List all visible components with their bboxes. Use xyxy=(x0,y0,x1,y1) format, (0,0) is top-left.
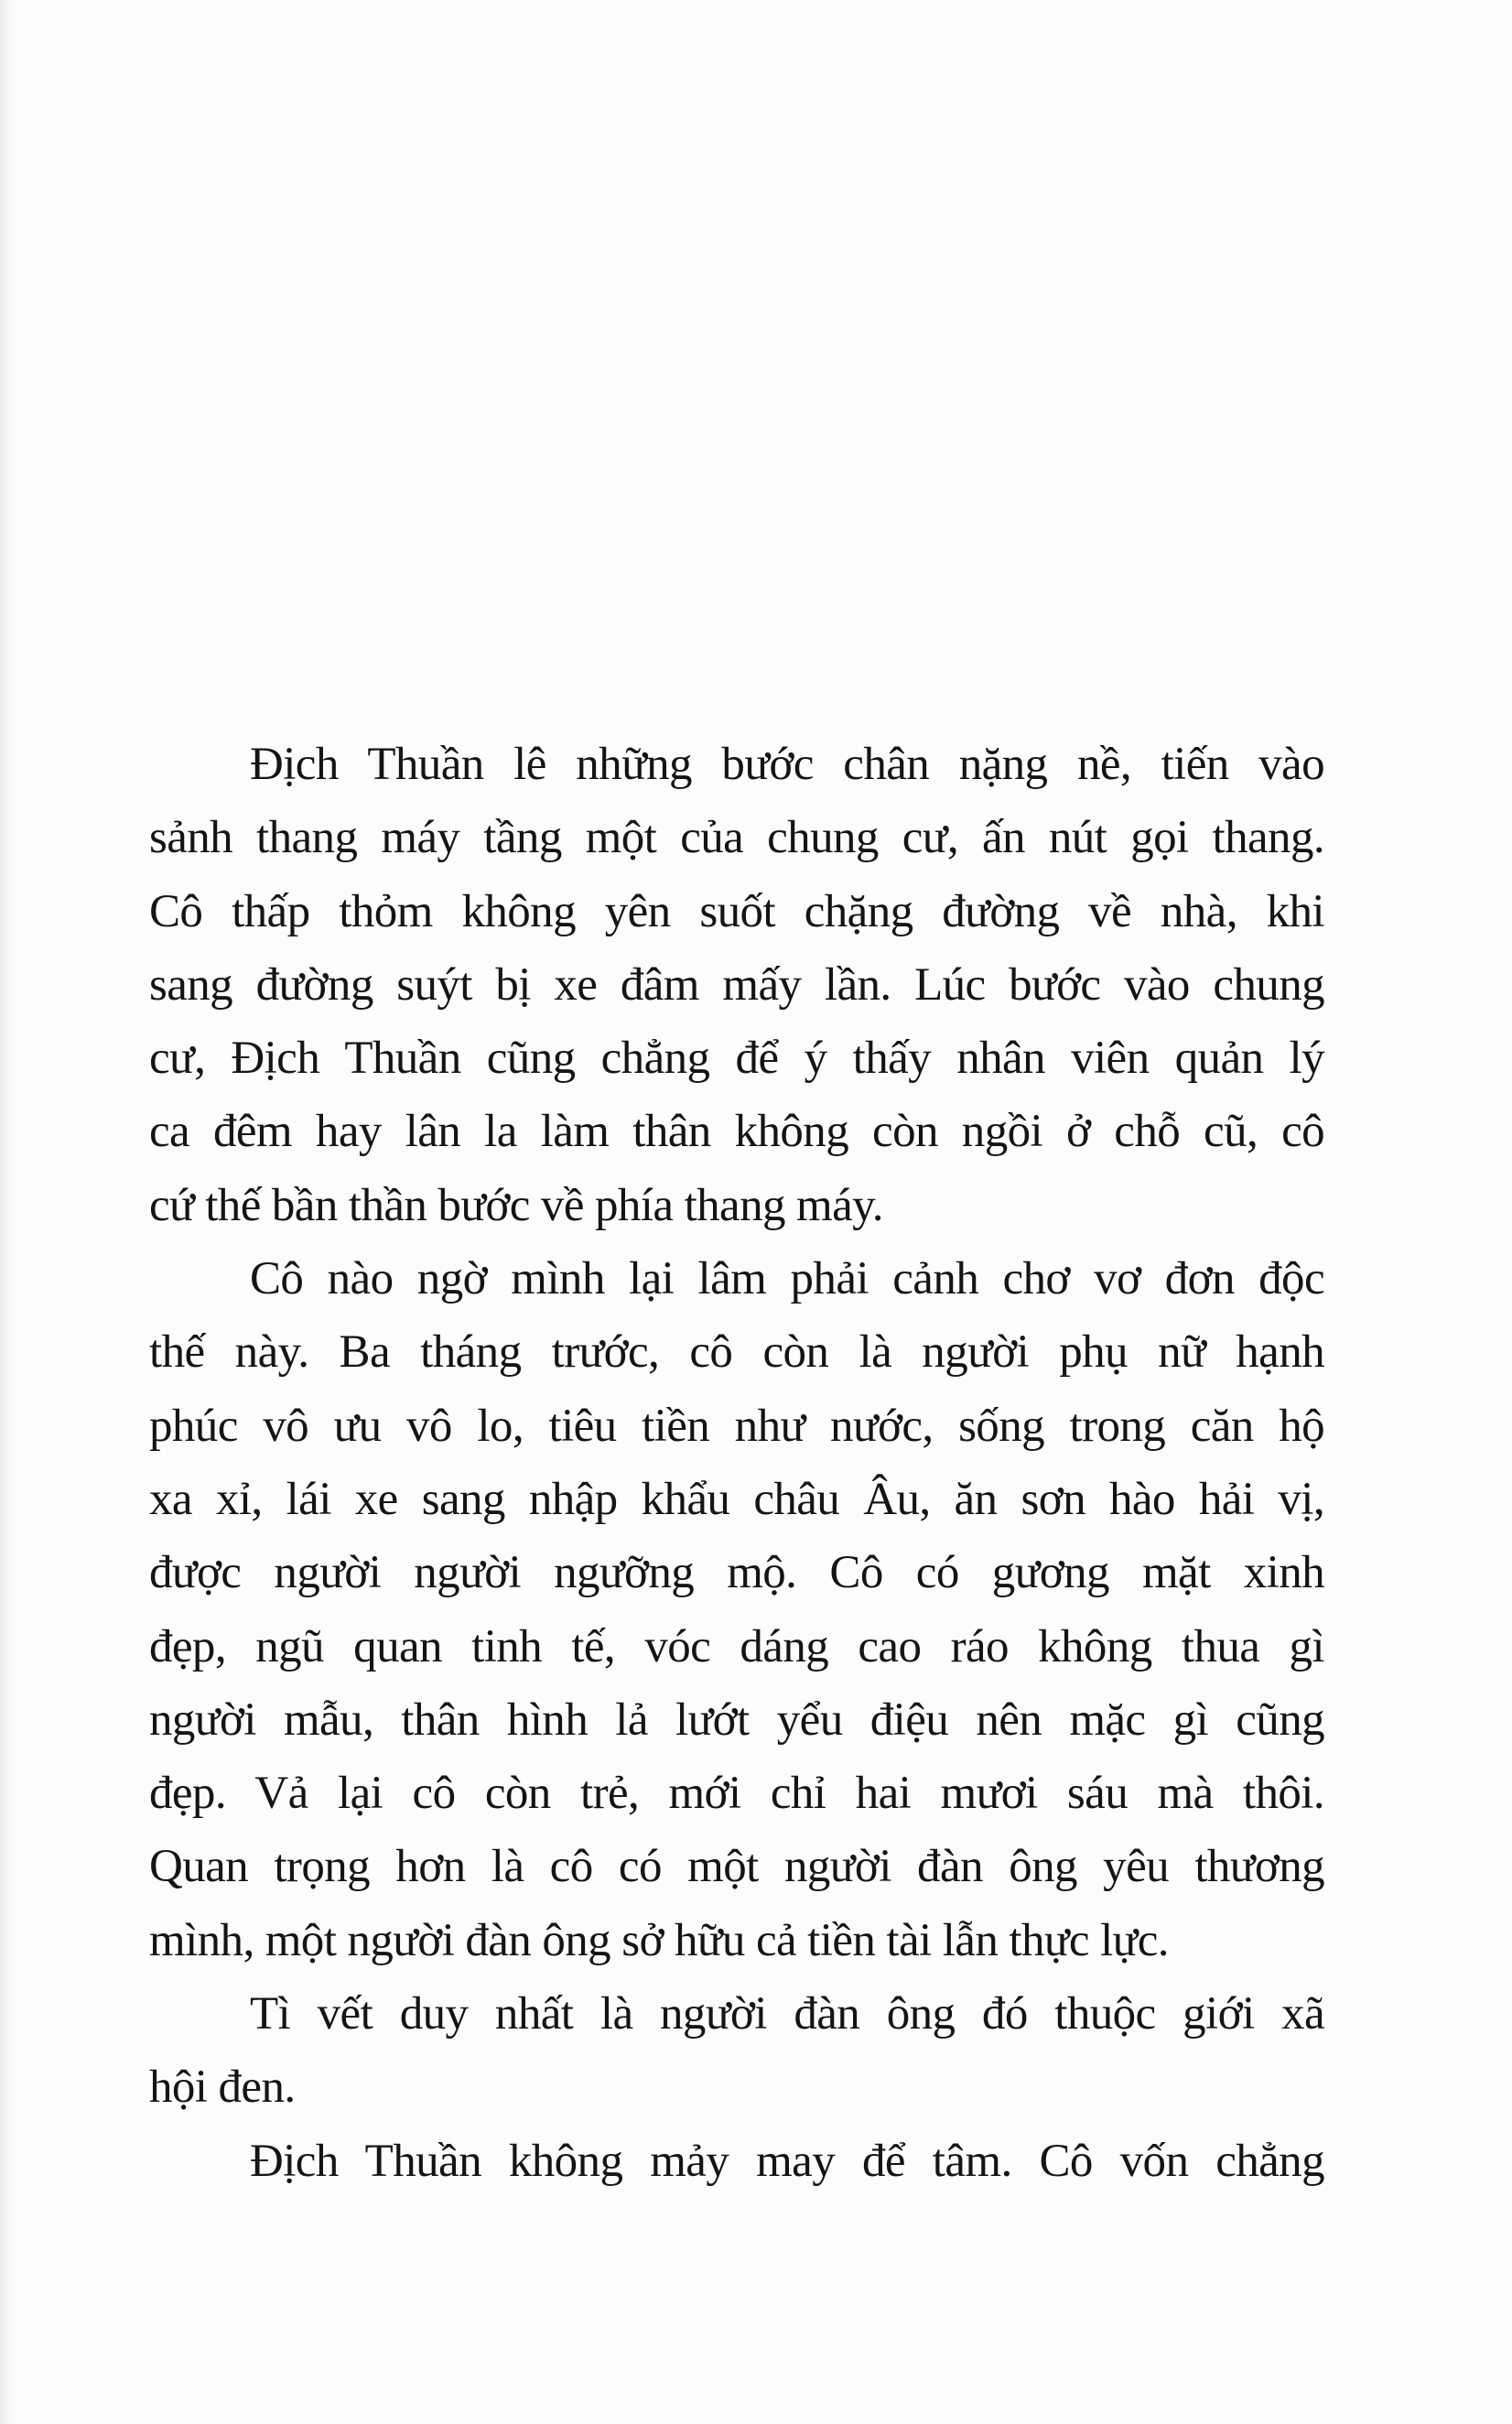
text-line: phúc vô ưu vô lo, tiêu tiền như nước, sống trong căn hộ xyxy=(149,1400,1324,1452)
page-edge-shadow xyxy=(0,0,13,2424)
text-line: Cô thấp thỏm không yên suốt chặng đường về nhà, khi xyxy=(149,885,1324,937)
text-line: mình, một người đàn ông sở hữu cả tiền tài lẫn thực lực. xyxy=(149,1914,1169,1966)
text-line: Địch Thuần không mảy may để tâm. Cô vốn chẳng xyxy=(250,2135,1324,2187)
text-line: người mẫu, thân hình lả lướt yểu điệu nên mặc gì cũng xyxy=(149,1694,1324,1746)
text-line: Quan trọng hơn là cô có một người đàn ông yêu thương xyxy=(149,1841,1324,1893)
text-line: Tì vết duy nhất là người đàn ông đó thuộc giới xã xyxy=(250,1988,1324,2040)
text-line: Cô nào ngờ mình lại lâm phải cảnh chơ vơ đơn độc xyxy=(250,1253,1324,1305)
text-line: xa xỉ, lái xe sang nhập khẩu châu Âu, ăn sơn hào hải vị, xyxy=(149,1473,1324,1525)
text-line: Địch Thuần lê những bước chân nặng nề, tiến vào xyxy=(250,739,1324,790)
text-line: hội đen. xyxy=(149,2061,296,2114)
paragraph xyxy=(149,1977,1324,2125)
book-page-text xyxy=(149,728,1324,2198)
text-line: cư, Địch Thuần cũng chẳng để ý thấy nhân viên quản lý xyxy=(149,1033,1324,1085)
text-line: đẹp. Vả lại cô còn trẻ, mới chỉ hai mươi sáu mà thôi. xyxy=(149,1768,1324,1820)
text-line: được người người ngưỡng mộ. Cô có gương mặt xinh xyxy=(149,1547,1324,1599)
paragraph xyxy=(149,2125,1324,2198)
paragraph xyxy=(149,728,1324,1242)
text-line: cứ thế bần thần bước về phía thang máy. xyxy=(149,1179,883,1231)
text-line: thế này. Ba tháng trước, cô còn là người phụ nữ hạnh xyxy=(149,1326,1324,1379)
text-line: ca đêm hay lân la làm thân không còn ngồi ở chỗ cũ, cô xyxy=(149,1106,1324,1158)
text-line: sang đường suýt bị xe đâm mấy lần. Lúc bước vào chung xyxy=(149,958,1324,1011)
text-line: sảnh thang máy tầng một của chung cư, ấn nút gọi thang. xyxy=(149,812,1324,864)
text-line: đẹp, ngũ quan tinh tế, vóc dáng cao ráo không thua gì xyxy=(149,1620,1324,1672)
paragraph xyxy=(149,1242,1324,1977)
